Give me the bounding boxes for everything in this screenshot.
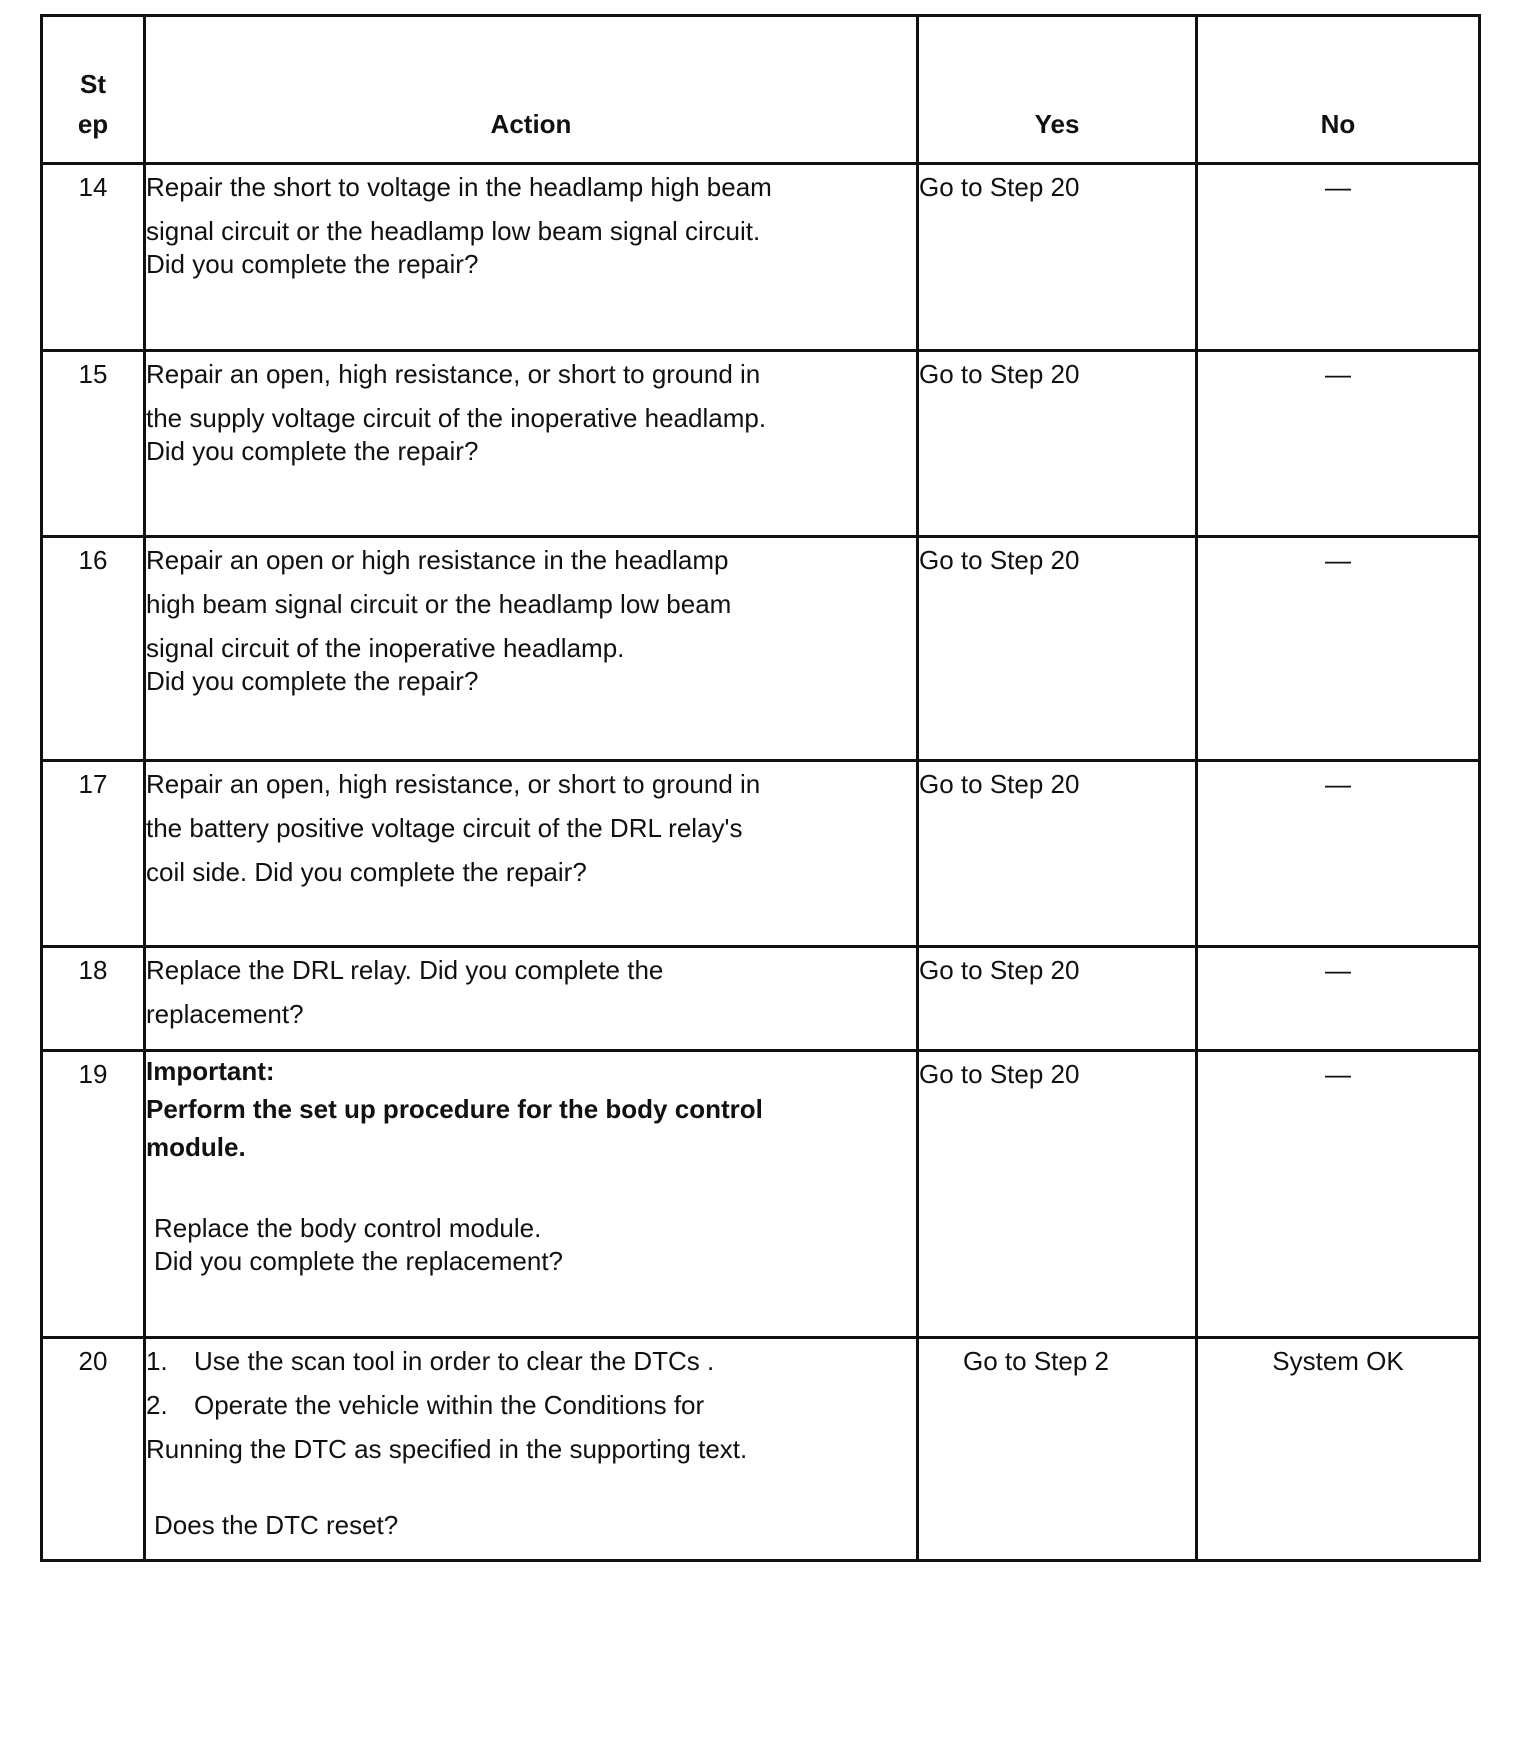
table-row <box>42 537 1480 761</box>
action-cell <box>145 761 918 947</box>
list-text: Operate the vehicle within the Conditions for <box>194 1390 705 1420</box>
step-number: 18 <box>42 947 145 1051</box>
yes-cell: Go to Step 20 <box>918 1051 1197 1338</box>
action-question: Did you complete the repair? <box>146 249 479 279</box>
action-line: Repair the short to voltage in the headlamp high beam <box>146 172 772 202</box>
header-yes: Yes <box>918 16 1197 164</box>
action-cell <box>145 537 918 761</box>
action-line: coil side. Did you complete the repair? <box>146 857 587 887</box>
table-row <box>42 1051 1480 1338</box>
action-line: Repair an open, high resistance, or short to ground in <box>146 769 761 799</box>
important-line: Perform the set up procedure for the body control <box>146 1094 763 1124</box>
no-cell: — <box>1197 351 1480 537</box>
list-item <box>146 1383 916 1427</box>
spacer <box>146 1471 916 1503</box>
no-cell: System OK <box>1197 1338 1480 1561</box>
table-row <box>42 1338 1480 1561</box>
action-line: Replace the body control module. <box>154 1213 542 1243</box>
action-line: the supply voltage circuit of the inoperative headlamp. <box>146 403 767 433</box>
action-line: the battery positive voltage circuit of the DRL relay's <box>146 813 743 843</box>
header-step-line1: St <box>80 69 106 99</box>
diagnostic-table <box>40 14 1481 1562</box>
header-no: No <box>1197 16 1480 164</box>
action-cell <box>145 164 918 351</box>
action-question: Did you complete the replacement? <box>154 1246 564 1276</box>
action-line: replacement? <box>146 999 304 1029</box>
no-cell: — <box>1197 1051 1480 1338</box>
header-step <box>42 16 145 164</box>
list-number: 2. <box>146 1390 168 1420</box>
action-line: signal circuit of the inoperative headlamp. <box>146 633 625 663</box>
action-question: Did you complete the repair? <box>146 666 479 696</box>
no-cell: — <box>1197 164 1480 351</box>
action-cell <box>145 1051 918 1338</box>
step-number: 20 <box>42 1338 145 1561</box>
action-line: signal circuit or the headlamp low beam signal circuit. <box>146 216 761 246</box>
action-cell <box>145 351 918 537</box>
yes-cell: Go to Step 20 <box>918 351 1197 537</box>
no-cell: — <box>1197 761 1480 947</box>
action-line: high beam signal circuit or the headlamp low beam <box>146 589 732 619</box>
action-line: Repair an open, high resistance, or short to ground in <box>146 359 761 389</box>
action-line: Replace the DRL relay. Did you complete the <box>146 955 664 985</box>
header-step-line2: ep <box>77 109 109 139</box>
action-line: Running the DTC as specified in the supporting text. <box>146 1434 748 1464</box>
no-cell: — <box>1197 947 1480 1051</box>
action-question: Does the DTC reset? <box>154 1510 399 1540</box>
table-row <box>42 947 1480 1051</box>
step-number: 17 <box>42 761 145 947</box>
spacer <box>146 1166 916 1206</box>
list-item <box>146 1339 916 1383</box>
list-number: 1. <box>146 1346 168 1376</box>
action-cell <box>145 1338 918 1561</box>
table-row <box>42 351 1480 537</box>
table-row <box>42 164 1480 351</box>
yes-cell: Go to Step 2 <box>918 1338 1197 1561</box>
step-number: 16 <box>42 537 145 761</box>
table-row <box>42 761 1480 947</box>
step-number: 19 <box>42 1051 145 1338</box>
action-cell <box>145 947 918 1051</box>
yes-cell: Go to Step 20 <box>918 537 1197 761</box>
step-number: 14 <box>42 164 145 351</box>
step-number: 15 <box>42 351 145 537</box>
important-label: Important: <box>146 1056 275 1086</box>
header-action: Action <box>145 16 918 164</box>
table-header-row <box>42 16 1480 164</box>
no-cell: — <box>1197 537 1480 761</box>
yes-cell: Go to Step 20 <box>918 761 1197 947</box>
list-text: Use the scan tool in order to clear the DTCs . <box>194 1346 715 1376</box>
yes-cell: Go to Step 20 <box>918 164 1197 351</box>
yes-cell: Go to Step 20 <box>918 947 1197 1051</box>
action-line: Repair an open or high resistance in the headlamp <box>146 545 729 575</box>
important-line: module. <box>146 1132 246 1162</box>
action-question: Did you complete the repair? <box>146 436 479 466</box>
